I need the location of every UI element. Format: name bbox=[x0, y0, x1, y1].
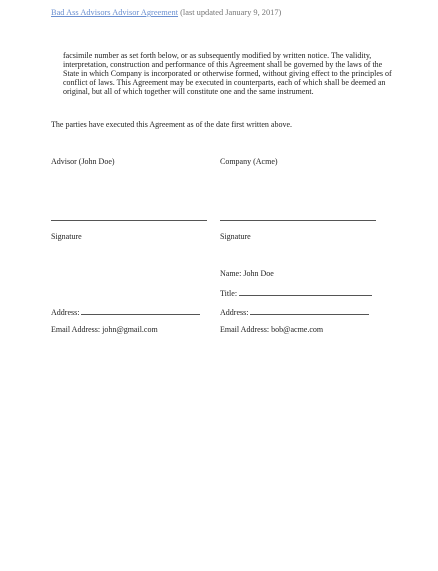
company-title-row bbox=[220, 288, 372, 298]
company-email: Email Address: bob@acme.com bbox=[220, 325, 324, 334]
last-updated-note: (last updated January 9, 2017) bbox=[178, 8, 282, 17]
advisor-heading: Advisor (John Doe) bbox=[51, 157, 115, 166]
execution-statement: The parties have executed this Agreement as of the date first written above. bbox=[51, 120, 293, 129]
company-signature-label: Signature bbox=[220, 232, 251, 241]
advisor-address-row bbox=[51, 307, 200, 317]
company-address-field[interactable] bbox=[250, 307, 369, 315]
advisor-address-field[interactable] bbox=[81, 307, 200, 315]
company-title-label: Title: bbox=[220, 289, 238, 298]
advisor-signature-label: Signature bbox=[51, 232, 82, 241]
company-heading: Company (Acme) bbox=[220, 157, 278, 166]
page-header bbox=[51, 8, 281, 17]
governing-law-clause: facsimile number as set forth below, or as subsequently modified by written notice. The validity, interpretation, construction and performance of this Agreement shall be governed by the laws of the State in which Company is incorporated or otherwise formed, without giving effect to the principles of conflict of laws. This Agreement may be executed in counterparts, each of which shall be deemed an original, but all of which together will constitute one and the same instrument. bbox=[63, 51, 392, 97]
advisor-email: Email Address: john@gmail.com bbox=[51, 325, 158, 334]
company-signature-line[interactable] bbox=[220, 220, 376, 221]
advisor-signature-line[interactable] bbox=[51, 220, 207, 221]
company-address-label: Address: bbox=[220, 308, 249, 317]
company-signer-name: Name: John Doe bbox=[220, 269, 274, 278]
company-address-row bbox=[220, 307, 369, 317]
agreement-title-link[interactable]: Bad Ass Advisors Advisor Agreement bbox=[51, 8, 179, 17]
advisor-address-label: Address: bbox=[51, 308, 80, 317]
company-title-field[interactable] bbox=[239, 288, 372, 296]
